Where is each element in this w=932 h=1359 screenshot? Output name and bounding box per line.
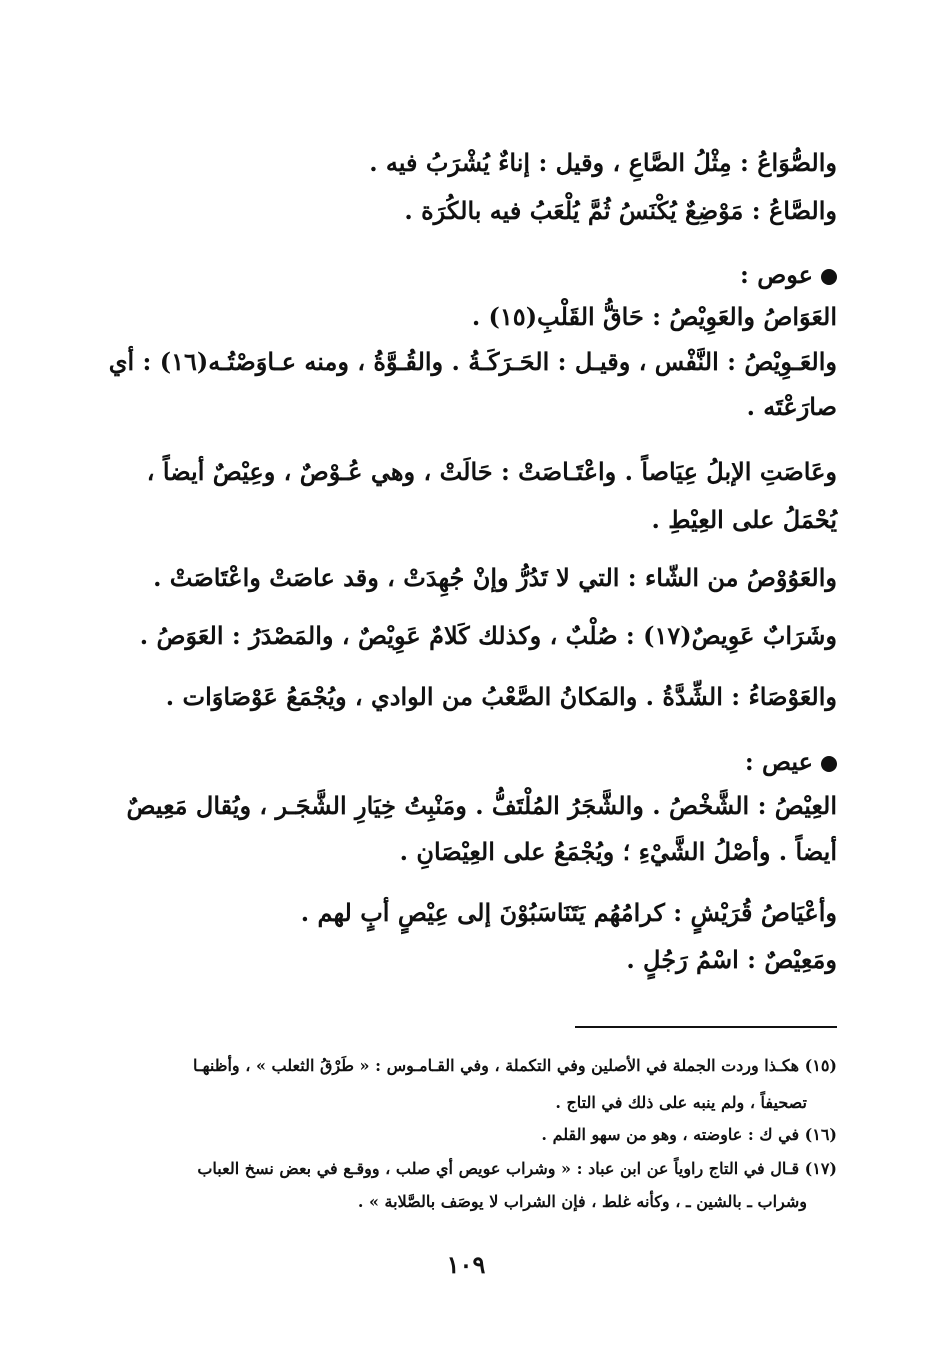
- page-number: ١٠٩: [446, 1250, 486, 1279]
- text-line: وشَرَابٌ عَوِيصٌ(١٧) : صُلْبٌ ، وكذلك كَلامٌ عَوِيْصٌ ، والمَصْدَرُ : العَوَصُ .: [139, 621, 837, 650]
- text-line: أيضاً . وأصْلُ الشَّيْءِ ؛ ويُجْمَعُ على العِيْصَانِ .: [399, 837, 837, 866]
- footnote-line: (١٦) في ك : عاوضته ، وهو من سهو القلم .: [541, 1125, 837, 1144]
- text-line: صارَعْتَه .: [746, 392, 837, 421]
- footnote-line: وشراب ـ بالشين ـ ، وكأنه غلط ، فإن الشراب لا يوصَف بالصَّلابة » .: [357, 1192, 807, 1211]
- section-heading-ays: [745, 745, 837, 779]
- footnote-line: (١٧) قـال في التاج راوياً عن ابن عباد : « وشراب عويص أي صلب ، ووقـع في بعض نسخ العباب: [197, 1159, 837, 1178]
- text-line: وأعْيَاصُ قُرَيْشٍ : كرامُهُم يَتَنَاسَبُوْنَ إلى عِيْصٍ أبٍ لهم .: [300, 898, 837, 927]
- footnote-divider: [575, 1026, 837, 1028]
- text-line: وعَاصَتِ الإبلُ عِيَاصاً . واعْتَـاصَتْ : حَالَتْ ، وهي عُـوْصٌ ، وعِيْصٌ أيضاً ،: [146, 457, 837, 486]
- text-line: يُحْمَلُ على العِيْطِ .: [651, 505, 837, 534]
- section-heading-text: عوص :: [740, 260, 813, 289]
- text-line: العِيْصُ : الشَّخْصُ . والشَّجَرُ المُلْتَفُّ . ومَنْبِتُ خِيَارِ الشَّجَـر ، ويُقال مَعِيصٌ: [126, 791, 837, 820]
- text-line: العَوَاصُ والعَوِيْصُ : حَاقُّ القَلْبِ(١٥) .: [471, 302, 837, 331]
- text-line: والعَـوِيْصُ : النَّفْس ، وقيـل : الحَـرَكَـةُ . والقُـوَّةُ ، ومنه عـاوَصْتُـه(١٦) : أي: [108, 347, 837, 376]
- text-line: والعَوُوْصُ من الشّاء : التي لا تَدُرُّ وإنْ جُهِدَتْ ، وقد عاصَتْ واعْتَاصَتْ .: [153, 563, 837, 592]
- section-heading-awas: [740, 258, 837, 292]
- footnote-line: (١٥) هكـذا وردت الجملة في الأصلين وفي التكملة ، وفي القـامـوس : « طَرْقُ الثعلب » ، وأظنهـا: [192, 1056, 837, 1075]
- bullet-icon: [821, 269, 837, 285]
- text-line: والصُّوَاعُ : مِثْلُ الصَّاعِ ، وقيل : إناءٌ يُشْرَبُ فيه .: [369, 148, 837, 177]
- text-line: ومَعِيْصٌ : اسْمُ رَجُلٍ .: [626, 945, 837, 974]
- text-line: والصَّاعُ : مَوْضِعٌ يُكْنَسُ ثُمَّ يُلْعَبُ فيه بالكُرَة .: [404, 196, 837, 225]
- section-heading-text: عيص :: [744, 747, 813, 776]
- bullet-icon: [821, 756, 837, 772]
- footnote-line: تصحيفاً ، ولم ينبه على ذلك في التاج .: [555, 1093, 807, 1112]
- text-line: والعَوْصَاءُ : الشِّدَّةُ . والمَكانُ الصَّعْبُ من الوادي ، ويُجْمَعُ عَوْصَاوَات .: [165, 682, 837, 711]
